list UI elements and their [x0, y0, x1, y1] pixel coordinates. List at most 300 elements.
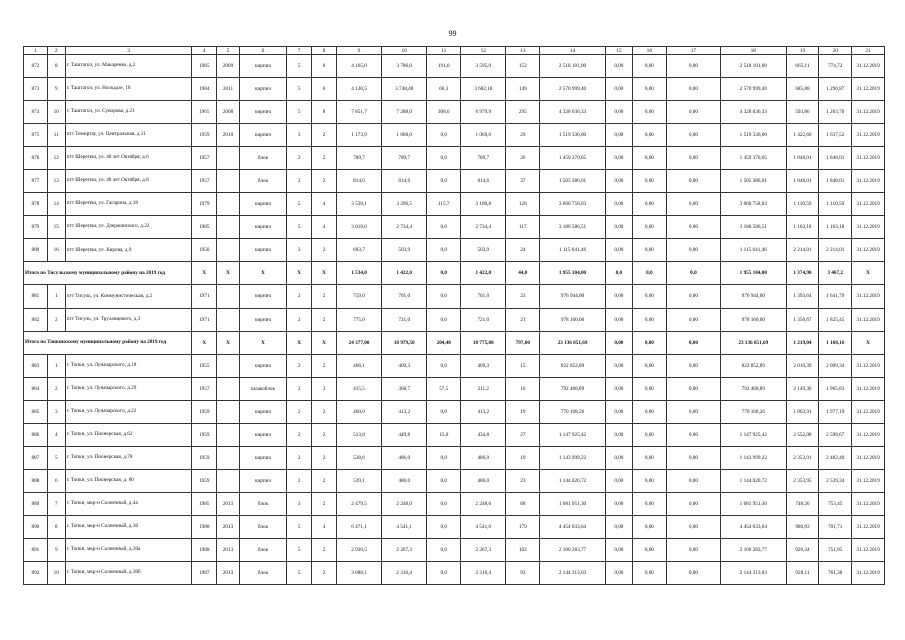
- table-cell: 2: [312, 124, 337, 147]
- table-cell: 26: [506, 147, 540, 170]
- table-cell: 2 310,4: [382, 562, 427, 585]
- column-number: 19: [786, 47, 819, 55]
- address-cell: г. Таштагол, ул. Макаренко, д.2: [65, 55, 192, 78]
- table-cell: 409,3: [382, 354, 427, 377]
- table-cell: 701,71: [819, 515, 852, 538]
- table-cell: 1 163,18: [786, 216, 819, 239]
- table-cell: 102: [506, 538, 540, 561]
- table-cell: 3: [287, 124, 312, 147]
- table-cell: 0,00: [666, 147, 720, 170]
- table-cell: 16: [506, 377, 540, 400]
- table-cell: 415,5: [336, 377, 381, 400]
- column-number: 18: [721, 47, 787, 55]
- table-cell: 2: [312, 492, 337, 515]
- table-cell: 2: [312, 562, 337, 585]
- table-cell: 1 110,50: [786, 193, 819, 216]
- table-cell: 1 115 641,46: [721, 239, 787, 262]
- table-cell: 2: [312, 446, 337, 469]
- table-cell: 2: [47, 377, 65, 400]
- table-cell: 413,2: [461, 400, 506, 423]
- table-cell: 1 147 925,42: [540, 423, 606, 446]
- table-cell: 0,0: [427, 216, 461, 239]
- table-cell: 2 518 101,00: [721, 55, 787, 78]
- table-cell: 885: [24, 400, 48, 423]
- total-cell: X: [217, 262, 240, 285]
- table-cell: 1 069,0: [461, 124, 506, 147]
- table-cell: 1 163,18: [819, 216, 852, 239]
- table-cell: 0,00: [666, 170, 720, 193]
- table-cell: 2: [287, 308, 312, 331]
- table-row: [24, 124, 885, 147]
- table-cell: 603,7: [336, 239, 381, 262]
- table-cell: 486,0: [382, 446, 427, 469]
- table-cell: 1 147 925,42: [721, 423, 787, 446]
- table-cell: 0,00: [605, 354, 632, 377]
- table-cell: 0,00: [666, 193, 720, 216]
- table-cell: 883: [24, 354, 48, 377]
- address-cell: г. Топки, ул. Пионерская, д.62: [65, 423, 192, 446]
- total-cell: 0,0: [666, 262, 720, 285]
- table-cell: блок: [239, 538, 286, 561]
- table-cell: 0,0: [427, 147, 461, 170]
- address-cell: г. Топки, ул. Луначарского, д.29: [65, 377, 192, 400]
- table-cell: 0,00: [666, 78, 720, 101]
- table-cell: 8: [47, 515, 65, 538]
- table-cell: [217, 377, 240, 400]
- table-cell: 31.12.2019: [852, 377, 885, 400]
- column-number: 21: [852, 47, 885, 55]
- table-cell: 1979: [192, 193, 217, 216]
- table-cell: [217, 446, 240, 469]
- table-cell: 873: [24, 78, 48, 101]
- table-cell: 701,0: [461, 285, 506, 308]
- table-cell: 31.12.2019: [852, 469, 885, 492]
- table-cell: блок: [239, 515, 286, 538]
- table-cell: 31.12.2019: [852, 538, 885, 561]
- table-cell: кирпич: [239, 423, 286, 446]
- table-cell: 4 328 036,33: [540, 101, 606, 124]
- table-cell: 0,00: [605, 147, 632, 170]
- table-cell: 0,00: [632, 469, 666, 492]
- table-cell: 2: [312, 147, 337, 170]
- total-cell: 204,40: [427, 331, 461, 354]
- table-cell: 31.12.2019: [852, 55, 885, 78]
- table-cell: 0,0: [427, 285, 461, 308]
- table-cell: 1 173,9: [336, 124, 381, 147]
- table-cell: 2 598,67: [819, 423, 852, 446]
- total-cell: X: [312, 331, 337, 354]
- table-cell: 31.12.2019: [852, 308, 885, 331]
- table-cell: 2 214,01: [819, 239, 852, 262]
- address-cell: пгт Тисуль, ул. Коммунистическая, д.2: [65, 285, 192, 308]
- table-cell: 814,6: [461, 170, 506, 193]
- table-cell: 460,0: [336, 400, 381, 423]
- column-number: 2: [47, 47, 65, 55]
- table-cell: 1 143 999,22: [721, 446, 787, 469]
- total-cell: 18 979,50: [382, 331, 427, 354]
- table-cell: 2 149,36: [786, 377, 819, 400]
- table-cell: кирпич: [239, 469, 286, 492]
- table-cell: 2013: [217, 515, 240, 538]
- table-row: [24, 285, 885, 308]
- table-cell: [217, 170, 240, 193]
- total-cell: 24 377,00: [336, 331, 381, 354]
- table-cell: 6: [312, 55, 337, 78]
- table-cell: 5: [287, 193, 312, 216]
- table-cell: 88: [506, 492, 540, 515]
- table-cell: 0,00: [632, 239, 666, 262]
- table-cell: [217, 147, 240, 170]
- table-cell: 0,0: [427, 492, 461, 515]
- address-cell: г. Таштагол, ул. Носкадзе, 18: [65, 78, 192, 101]
- table-cell: 2: [287, 354, 312, 377]
- table-cell: 0,0: [427, 400, 461, 423]
- table-cell: 1988: [192, 515, 217, 538]
- table-cell: 10: [47, 562, 65, 585]
- table-cell: 0,0: [427, 446, 461, 469]
- table-cell: 179: [506, 515, 540, 538]
- table-row: [24, 78, 885, 101]
- table-cell: [217, 354, 240, 377]
- table-cell: 1 637,52: [819, 124, 852, 147]
- table-cell: 1 848,01: [786, 170, 819, 193]
- table-cell: 2: [312, 170, 337, 193]
- table-cell: 4: [312, 515, 337, 538]
- table-cell: 1 681 951,30: [721, 492, 787, 515]
- table-cell: 128: [506, 193, 540, 216]
- table-cell: 3 660 758,03: [540, 193, 606, 216]
- table-cell: 4: [47, 423, 65, 446]
- table-row: [24, 193, 885, 216]
- address-cell: пгт Шерегеш, ул. 40 лет Октября, д.8: [65, 170, 192, 193]
- table-cell: 4 541,1: [382, 515, 427, 538]
- table-cell: 0,00: [632, 308, 666, 331]
- table-cell: 877: [24, 170, 48, 193]
- total-cell: 1 422,0: [461, 262, 506, 285]
- table-cell: 874: [24, 101, 48, 124]
- table-cell: 3 088,1: [336, 562, 381, 585]
- column-number: 1: [24, 47, 48, 55]
- table-cell: 486,0: [461, 469, 506, 492]
- table-cell: 31.12.2019: [852, 423, 885, 446]
- table-cell: 0,0: [427, 308, 461, 331]
- table-cell: 882: [24, 308, 48, 331]
- table-cell: 503,9: [461, 239, 506, 262]
- table-cell: 2 734,4: [461, 216, 506, 239]
- table-cell: 0,00: [666, 469, 720, 492]
- table-cell: 1950: [192, 239, 217, 262]
- address-cell: г. Топки, мкр-н Солнечный, д.30а: [65, 538, 192, 561]
- table-cell: 890: [24, 515, 48, 538]
- table-row: [24, 492, 885, 515]
- table-row: [24, 170, 885, 193]
- table-cell: 503,9: [382, 239, 427, 262]
- table-cell: 2 482,40: [819, 446, 852, 469]
- table-cell: кирпич: [239, 446, 286, 469]
- column-number: 15: [605, 47, 632, 55]
- table-cell: 2 248,0: [461, 492, 506, 515]
- table-row: [24, 216, 885, 239]
- table-cell: 4 130,5: [336, 78, 381, 101]
- table-cell: 308,0: [427, 101, 461, 124]
- total-cell: 1 534,0: [336, 262, 381, 285]
- table-cell: 1 825,45: [819, 308, 852, 331]
- table-cell: 0,00: [632, 562, 666, 585]
- table-cell: 23: [506, 469, 540, 492]
- table-cell: 15: [506, 354, 540, 377]
- total-cell: X: [852, 262, 885, 285]
- table-cell: 66,3: [427, 78, 461, 101]
- table-cell: 31.12.2019: [852, 446, 885, 469]
- table-cell: 368,7: [382, 377, 427, 400]
- table-cell: 822 852,89: [540, 354, 606, 377]
- table-cell: 31.12.2019: [852, 400, 885, 423]
- table-cell: 7 851,7: [336, 101, 381, 124]
- table-row: [24, 562, 885, 585]
- table-cell: 2 100 283,77: [540, 538, 606, 561]
- table-cell: 926,34: [786, 538, 819, 561]
- table-cell: 721,0: [461, 308, 506, 331]
- table-cell: 1987: [192, 562, 217, 585]
- table-cell: 0,00: [632, 101, 666, 124]
- total-cell: X: [239, 262, 286, 285]
- table-cell: 1959: [192, 446, 217, 469]
- table-cell: 2 100 283,77: [721, 538, 787, 561]
- table-cell: 9: [47, 78, 65, 101]
- table-row: [24, 239, 885, 262]
- table-cell: 31.12.2019: [852, 170, 885, 193]
- table-cell: 5: [287, 55, 312, 78]
- table-cell: кирпич: [239, 78, 286, 101]
- table-cell: 3 748,48: [382, 78, 427, 101]
- table-row: [24, 354, 885, 377]
- table-cell: блок: [239, 170, 286, 193]
- table-cell: 1957: [192, 377, 217, 400]
- table-cell: 876: [24, 147, 48, 170]
- column-number: 11: [427, 47, 461, 55]
- total-cell: 1 374,90: [786, 262, 819, 285]
- table-cell: блок: [239, 492, 286, 515]
- table-cell: 2 214,01: [786, 239, 819, 262]
- table-cell: 2: [312, 354, 337, 377]
- table-cell: 789,7: [336, 147, 381, 170]
- table-cell: 0,00: [666, 124, 720, 147]
- table-cell: 0,00: [605, 423, 632, 446]
- total-cell: X: [287, 262, 312, 285]
- table-cell: 413,2: [382, 400, 427, 423]
- table-cell: 1 965,83: [819, 377, 852, 400]
- table-cell: 2: [312, 400, 337, 423]
- table-row: [24, 446, 885, 469]
- table-cell: 295: [506, 101, 540, 124]
- table-cell: 879: [24, 216, 48, 239]
- table-cell: 2011: [217, 78, 240, 101]
- table-cell: 486,0: [382, 469, 427, 492]
- table-cell: 0,00: [666, 239, 720, 262]
- table-cell: 0,00: [605, 193, 632, 216]
- table-cell: 889: [24, 492, 48, 515]
- table-cell: 10: [47, 101, 65, 124]
- table-cell: 887: [24, 446, 48, 469]
- table-cell: 1 848,01: [786, 147, 819, 170]
- column-number: 3: [65, 47, 192, 55]
- total-cell: 0,00: [605, 331, 632, 354]
- table-cell: 31.12.2019: [852, 124, 885, 147]
- total-cell: 1 219,04: [786, 331, 819, 354]
- table-row: [24, 101, 885, 124]
- table-cell: 4 454 033,64: [540, 515, 606, 538]
- table-cell: 31.12.2019: [852, 515, 885, 538]
- table-cell: 434,8: [461, 423, 506, 446]
- table-cell: 4: [312, 193, 337, 216]
- table-cell: 0,0: [427, 239, 461, 262]
- table-cell: 976 944,00: [540, 285, 606, 308]
- register-table: [23, 46, 885, 585]
- table-cell: 0,0: [427, 538, 461, 561]
- table-cell: 27: [506, 423, 540, 446]
- total-cell: 23 136 851,69: [540, 331, 606, 354]
- table-cell: 5: [47, 446, 65, 469]
- table-cell: 0,00: [632, 147, 666, 170]
- table-cell: 789,7: [461, 147, 506, 170]
- table-cell: 4 328 036,33: [721, 101, 787, 124]
- address-cell: г. Топки, ул. Луначарского, д.22: [65, 400, 192, 423]
- total-cell: X: [217, 331, 240, 354]
- table-cell: 0,00: [605, 538, 632, 561]
- address-cell: пгт Шерегеш, ул. Кирова, д.9: [65, 239, 192, 262]
- table-cell: 513,8: [336, 423, 381, 446]
- table-cell: 0,00: [605, 377, 632, 400]
- table-cell: 2 144 313,03: [721, 562, 787, 585]
- table-cell: 14: [47, 193, 65, 216]
- table-cell: блок: [239, 562, 286, 585]
- total-cell: 0,00: [666, 331, 720, 354]
- table-cell: 2 570 999,40: [721, 78, 787, 101]
- column-number: 16: [632, 47, 666, 55]
- table-cell: 2: [312, 308, 337, 331]
- total-cell: 1 955 104,00: [721, 262, 787, 285]
- table-cell: 0,00: [605, 124, 632, 147]
- table-cell: 1 977,19: [819, 400, 852, 423]
- table-cell: 31.12.2019: [852, 216, 885, 239]
- total-cell: 23 136 851,69: [721, 331, 787, 354]
- table-cell: 0,00: [666, 446, 720, 469]
- table-cell: 872: [24, 55, 48, 78]
- table-cell: 0,00: [605, 170, 632, 193]
- table-cell: 2 930,5: [336, 538, 381, 561]
- table-cell: 149: [506, 78, 540, 101]
- table-cell: 0,00: [666, 492, 720, 515]
- table-cell: 6 979,9: [461, 101, 506, 124]
- table-cell: 0,00: [605, 515, 632, 538]
- table-cell: 2: [312, 469, 337, 492]
- table-cell: 665,11: [786, 55, 819, 78]
- table-cell: 0,00: [632, 538, 666, 561]
- table-cell: кирпич: [239, 285, 286, 308]
- table-cell: 5: [287, 562, 312, 585]
- table-cell: 770 168,26: [721, 400, 787, 423]
- total-cell: 0,0: [605, 262, 632, 285]
- table-cell: 449,8: [382, 423, 427, 446]
- table-cell: 4 165,0: [336, 55, 381, 78]
- table-cell: 6: [47, 469, 65, 492]
- table-cell: 19: [506, 446, 540, 469]
- table-row: [24, 147, 885, 170]
- table-cell: 3: [287, 239, 312, 262]
- table-cell: 191,0: [427, 55, 461, 78]
- table-cell: 4 541,0: [461, 515, 506, 538]
- table-cell: 0,00: [605, 492, 632, 515]
- table-cell: 2: [312, 423, 337, 446]
- table-row: [24, 423, 885, 446]
- table-cell: 8: [47, 55, 65, 78]
- table-cell: 2 248,0: [382, 492, 427, 515]
- table-cell: 978 160,00: [540, 308, 606, 331]
- table-cell: 1959: [192, 400, 217, 423]
- column-number: 14: [540, 47, 606, 55]
- address-cell: г. Топки, мкр-н Солнечный, д.30: [65, 515, 192, 538]
- table-cell: 0,00: [632, 124, 666, 147]
- table-cell: 1 263,70: [819, 101, 852, 124]
- table-cell: 2: [312, 239, 337, 262]
- table-cell: 0,00: [632, 492, 666, 515]
- table-cell: 3 595,0: [461, 55, 506, 78]
- table-cell: блок: [239, 147, 286, 170]
- table-cell: 1988: [192, 538, 217, 561]
- table-cell: [217, 400, 240, 423]
- address-cell: пгт Тисуль, ул. Труханцевого, д.3: [65, 308, 192, 331]
- table-cell: 3 018,0: [336, 216, 381, 239]
- table-cell: 0,00: [632, 515, 666, 538]
- table-cell: 721,0: [382, 308, 427, 331]
- table-cell: 1 422,60: [786, 124, 819, 147]
- table-cell: 0,00: [666, 308, 720, 331]
- table-cell: 759,0: [336, 285, 381, 308]
- table-cell: 3 660 758,03: [721, 193, 787, 216]
- table-cell: 1 110,50: [819, 193, 852, 216]
- table-cell: 1985: [192, 55, 217, 78]
- total-cell: X: [312, 262, 337, 285]
- table-cell: 31.12.2019: [852, 354, 885, 377]
- table-cell: 2 552,08: [786, 423, 819, 446]
- table-cell: 31.12.2019: [852, 78, 885, 101]
- table-cell: 37: [506, 170, 540, 193]
- table-cell: 2 267,3: [382, 538, 427, 561]
- table-cell: 792 468,89: [721, 377, 787, 400]
- table-cell: 1 519 336,00: [721, 124, 787, 147]
- table-cell: 0,00: [632, 216, 666, 239]
- table-cell: 0,0: [427, 124, 461, 147]
- table-cell: 15,0: [427, 423, 461, 446]
- address-cell: пгт Шерегеш, ул. 40 лет Октября, д.6: [65, 147, 192, 170]
- table-cell: 1959: [192, 469, 217, 492]
- table-cell: 3: [47, 400, 65, 423]
- table-cell: 1: [47, 354, 65, 377]
- table-cell: 1 144 020,72: [540, 469, 606, 492]
- table-cell: 1 393,64: [786, 285, 819, 308]
- total-cell: X: [287, 331, 312, 354]
- table-cell: 2: [312, 285, 337, 308]
- table-cell: 23: [506, 285, 540, 308]
- table-cell: 1 143 999,22: [540, 446, 606, 469]
- column-number: 10: [382, 47, 427, 55]
- address-cell: г. Топки, мкр-н Солнечный, д.4а: [65, 492, 192, 515]
- table-cell: 2: [287, 446, 312, 469]
- table-cell: 1957: [192, 170, 217, 193]
- table-cell: 0,00: [666, 101, 720, 124]
- table-cell: 1971: [192, 308, 217, 331]
- table-cell: 2 010,39: [786, 354, 819, 377]
